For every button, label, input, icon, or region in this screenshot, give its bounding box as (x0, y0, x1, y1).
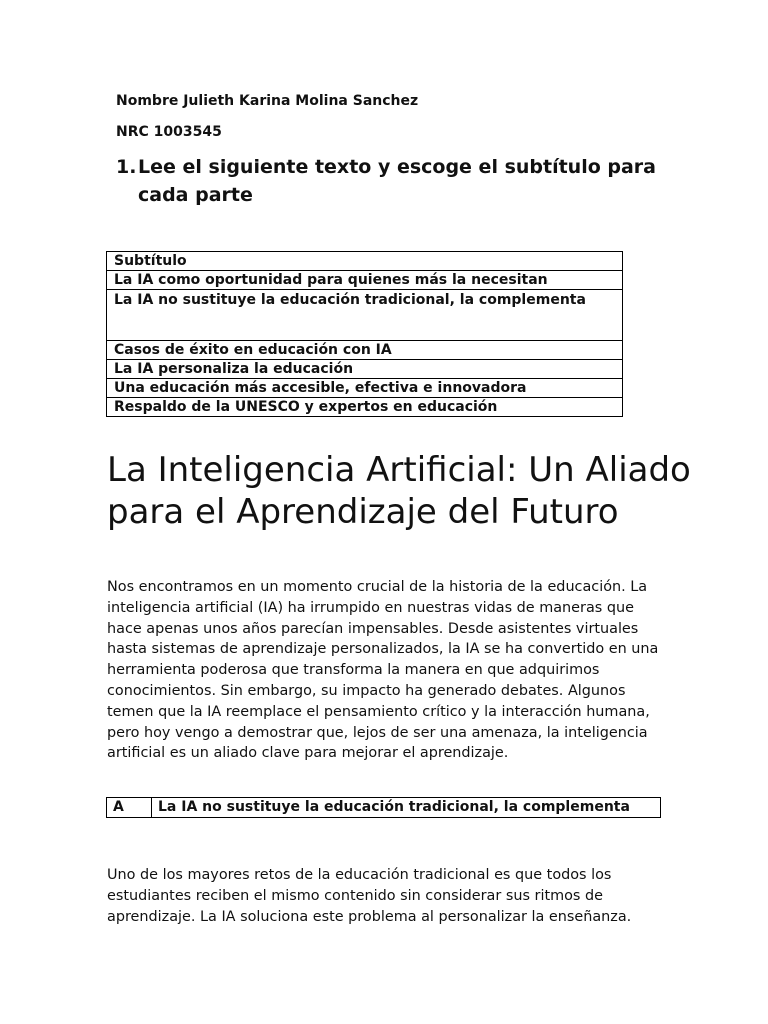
table-row (107, 398, 623, 417)
intro-paragraph: Nos encontramos en un momento crucial de la historia de la educación. La inteligencia artificial (IA) ha irrumpido en nuestras vidas de maneras que hace apenas unos años parecían impensables. Desde asistentes virtuales hasta sistemas de aprendizaje personalizados, la IA se ha convertido en una herramienta poderosa que transforma la manera en que adquirimos conocimientos. Sin embargo, su impacto ha generado debates. Algunos temen que la IA reemplace el pensamiento crítico y la interacción humana, pero hoy vengo a demostrar que, lejos de ser una amenaza, la inteligencia artificial es un aliado clave para mejorar el aprendizaje. (107, 579, 659, 762)
student-name: Nombre Julieth Karina Molina Sanchez (116, 93, 419, 109)
task-instruction (116, 153, 656, 209)
nrc-code: NRC 1003545 (116, 124, 222, 140)
part-subtitle: La IA no sustituye la educación tradicional, la complementa (152, 798, 661, 818)
subtitle-option: Una educación más accesible, efectiva e innovadora (107, 379, 623, 398)
table-row (107, 290, 623, 341)
article-title: La Inteligencia Artificial: Un Aliado para el Aprendizaje del Futuro (107, 450, 691, 532)
table-header-row (107, 252, 623, 271)
subtitle-option: La IA personaliza la educación (107, 360, 623, 379)
subtitle-option: La IA no sustituye la educación tradicional, la complementa (107, 290, 623, 341)
table-row (107, 271, 623, 290)
part-a-table (106, 797, 661, 818)
table-row (107, 360, 623, 379)
subtitle-option: La IA como oportunidad para quienes más la necesitan (107, 271, 623, 290)
subtitle-option: Casos de éxito en educación con IA (107, 341, 623, 360)
task-text: Lee el siguiente texto y escoge el subtítulo para cada parte (138, 156, 657, 206)
subtitle-table (106, 251, 623, 417)
part-a-paragraph: Uno de los mayores retos de la educación tradicional es que todos los estudiantes reciben el mismo contenido sin considerar sus ritmos de aprendizaje. La IA soluciona este problema al personalizar la enseñanza. (107, 867, 632, 925)
table-row (107, 341, 623, 360)
task-number: 1. (116, 156, 137, 178)
part-letter: A (107, 798, 152, 818)
table-header: Subtítulo (107, 252, 623, 271)
table-row (107, 379, 623, 398)
table-row (107, 798, 661, 818)
subtitle-option: Respaldo de la UNESCO y expertos en educación (107, 398, 623, 417)
